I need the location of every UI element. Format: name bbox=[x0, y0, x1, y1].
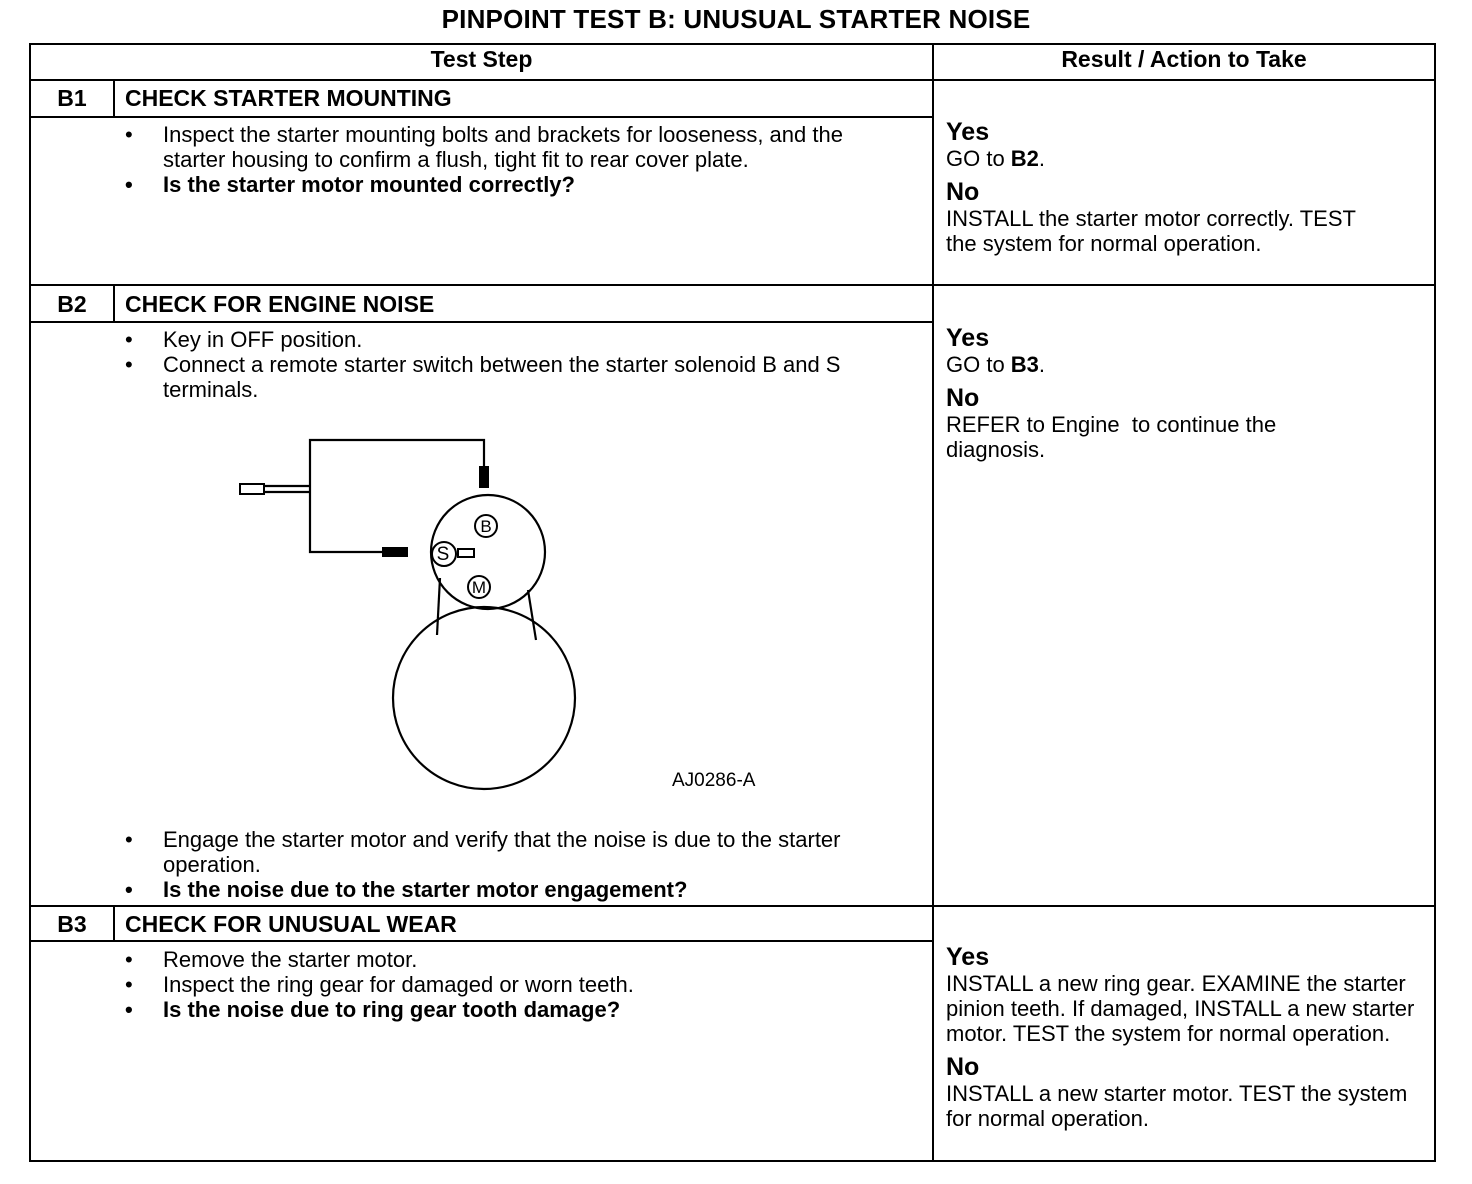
yes-label: Yes bbox=[946, 943, 990, 971]
step-id-b1: B1 bbox=[57, 85, 87, 111]
list-item-question: • Is the starter motor mounted correctly? bbox=[125, 172, 905, 197]
table-border-right bbox=[1434, 43, 1436, 1162]
list-item: • Inspect the ring gear for damaged or worn teeth. bbox=[125, 972, 905, 997]
starter-motor-body bbox=[393, 607, 575, 789]
yes-target: B2 bbox=[1010, 146, 1039, 171]
step-b3-bullets bbox=[125, 947, 905, 1022]
row-divider-b1 bbox=[29, 284, 1436, 286]
clip-s-icon bbox=[382, 547, 408, 557]
step-title-underline-b1 bbox=[29, 116, 932, 118]
terminal-m-label: M bbox=[471, 578, 487, 597]
step-b1-bullets bbox=[125, 122, 905, 197]
list-item: • Connect a remote starter switch between the starter solenoid B and S terminals. bbox=[125, 352, 905, 402]
no-label: No bbox=[946, 1053, 980, 1081]
header-result: Result / Action to Take bbox=[1061, 46, 1307, 72]
no-action: INSTALL a new starter motor. TEST the system for normal operation. bbox=[946, 1081, 1408, 1131]
figure-label: AJ0286-A bbox=[672, 770, 756, 791]
step-id-divider-b2 bbox=[113, 285, 115, 322]
remote-switch-wire bbox=[310, 440, 484, 552]
step-title-underline-b3 bbox=[29, 940, 932, 942]
table-border-bottom bbox=[29, 1160, 1436, 1162]
no-label: No bbox=[946, 178, 980, 206]
list-item-question: • Is the noise due to the starter motor engagement? bbox=[125, 877, 905, 902]
yes-action: INSTALL a new ring gear. EXAMINE the starter pinion teeth. If damaged, INSTALL a new starter motor. TEST the system for normal operation. bbox=[946, 971, 1415, 1046]
terminal-b-label: B bbox=[480, 517, 492, 536]
list-item: • Key in OFF position. bbox=[125, 327, 905, 352]
step-b2-bullets-before bbox=[125, 327, 905, 402]
result-b2 bbox=[946, 325, 1426, 462]
step-id-divider-b3 bbox=[113, 906, 115, 942]
list-item: • Remove the starter motor. bbox=[125, 947, 905, 972]
header-test-step: Test Step bbox=[430, 46, 533, 72]
step-title-b2: CHECK FOR ENGINE NOISE bbox=[125, 291, 435, 317]
terminal-s-label: S bbox=[436, 544, 450, 565]
header-divider bbox=[29, 79, 1436, 81]
table-border-top bbox=[29, 43, 1436, 45]
step-id-b3: B3 bbox=[57, 911, 87, 937]
table-border-left bbox=[29, 43, 31, 1162]
yes-action-suffix: . bbox=[1038, 352, 1046, 377]
starter-wiring-diagram bbox=[230, 430, 610, 800]
step-b2-bullets-after bbox=[125, 827, 905, 902]
step-title-b1: CHECK STARTER MOUNTING bbox=[125, 85, 452, 111]
no-action: INSTALL the starter motor correctly. TEST the system for normal operation. bbox=[946, 206, 1356, 256]
yes-target: B3 bbox=[1010, 352, 1039, 377]
list-item-question: • Is the noise due to ring gear tooth damage? bbox=[125, 997, 905, 1022]
column-divider bbox=[932, 43, 934, 1162]
no-label: No bbox=[946, 384, 980, 412]
step-title-b3: CHECK FOR UNUSUAL WEAR bbox=[125, 911, 457, 937]
step-title-underline-b2 bbox=[29, 321, 932, 323]
yes-action-text: GO to bbox=[946, 146, 1011, 171]
yes-action bbox=[946, 352, 1426, 377]
yes-action-text: GO to bbox=[946, 352, 1011, 377]
list-item: • Engage the starter motor and verify that the noise is due to the starter operation. bbox=[125, 827, 905, 877]
clip-b-icon bbox=[479, 466, 489, 488]
yes-action bbox=[946, 146, 1426, 171]
lead-clip-icon bbox=[240, 484, 264, 494]
yes-label: Yes bbox=[946, 118, 990, 146]
step-id-divider-b1 bbox=[113, 79, 115, 116]
yes-action-suffix: . bbox=[1038, 146, 1046, 171]
list-item: • Inspect the starter mounting bolts and brackets for looseness, and the starter housing to confirm a flush, tight fit to rear cover plate. bbox=[125, 122, 905, 172]
yes-label: Yes bbox=[946, 324, 990, 352]
row-divider-b2 bbox=[29, 905, 1436, 907]
page-title: PINPOINT TEST B: UNUSUAL STARTER NOISE bbox=[441, 4, 1031, 34]
result-b1 bbox=[946, 119, 1426, 256]
result-b3 bbox=[946, 944, 1426, 1131]
no-action: REFER to Engine to continue the diagnosis. bbox=[946, 412, 1283, 462]
step-id-b2: B2 bbox=[57, 291, 87, 317]
